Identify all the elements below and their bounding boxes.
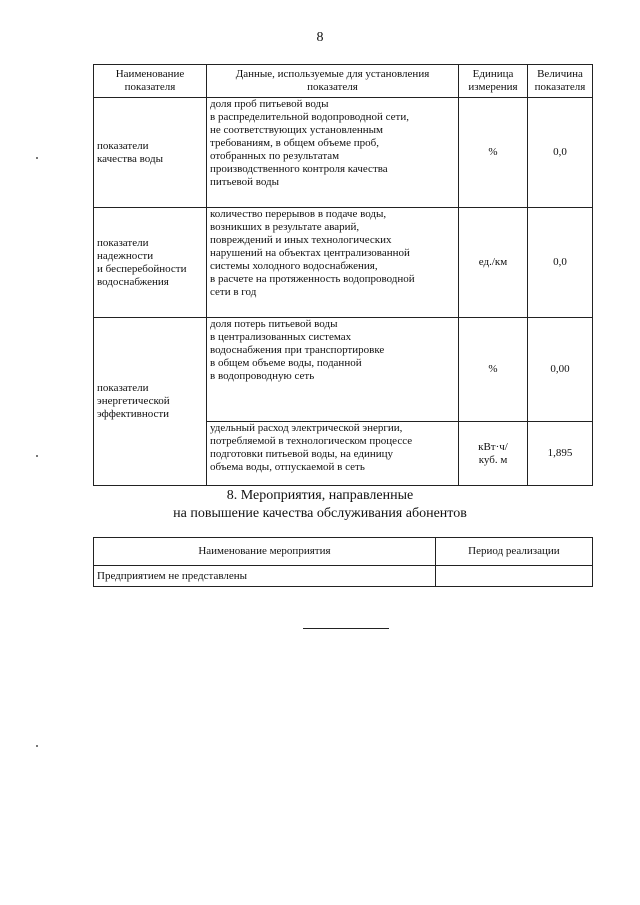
indicator-value: 0,0 xyxy=(528,208,593,318)
scan-speck xyxy=(36,745,38,747)
indicator-group: показатели энергетической эффективности xyxy=(94,318,207,486)
table-header-row xyxy=(94,538,593,566)
indicator-data: количество перерывов в подаче воды, возникших в результате аварий, повреждений и иных технологических нарушений на объектах централизованной системы холодного водоснабжения, в расчете на протяженность водопроводной сети в год xyxy=(207,208,459,318)
table-row xyxy=(94,98,593,208)
measures-table xyxy=(93,537,593,587)
header-value: Величина показателя xyxy=(528,65,593,98)
indicators-table xyxy=(93,64,593,486)
header-unit: Единица измерения xyxy=(459,65,528,98)
indicator-value: 1,895 xyxy=(528,422,593,486)
header-indicator-name: Наименование показателя xyxy=(94,65,207,98)
table-row xyxy=(94,208,593,318)
table-header-row xyxy=(94,65,593,98)
indicator-group: показатели надежности и бесперебойности водоснабжения xyxy=(94,208,207,318)
indicator-value: 0,00 xyxy=(528,318,593,422)
scan-speck xyxy=(36,455,38,457)
indicator-value: 0,0 xyxy=(528,98,593,208)
indicator-unit: ед./км xyxy=(459,208,528,318)
indicator-data: доля потерь питьевой воды в централизованных системах водоснабжения при транспортировке в общем объеме воды, поданной в водопроводную сеть xyxy=(207,318,459,422)
table-row xyxy=(94,318,593,422)
measure-name: Предприятием не представлены xyxy=(94,566,436,587)
measure-period xyxy=(435,566,592,587)
end-divider xyxy=(303,628,389,629)
table-row xyxy=(94,566,593,587)
header-period: Период реализации xyxy=(435,538,592,566)
scan-speck xyxy=(36,157,38,159)
header-indicator-data: Данные, используемые для установления показателя xyxy=(207,65,459,98)
indicator-unit: % xyxy=(459,318,528,422)
section-title: 8. Мероприятия, направленные на повышение качества обслуживания абонентов xyxy=(173,488,467,521)
page-number: 8 xyxy=(316,30,324,45)
header-measure-name: Наименование мероприятия xyxy=(94,538,436,566)
indicator-group: показатели качества воды xyxy=(94,98,207,208)
indicator-unit: кВт·ч/ куб. м xyxy=(459,422,528,486)
indicator-data: доля проб питьевой воды в распределительной водопроводной сети, не соответствующих установленным требованиям, в общем объеме проб, отобранных по результатам производственного контроля качества питьевой воды xyxy=(207,98,459,208)
indicator-unit: % xyxy=(459,98,528,208)
indicator-data: удельный расход электрической энергии, потребляемой в технологическом процессе подготовки питьевой воды, на единицу объема воды, отпускаемой в сеть xyxy=(207,422,459,486)
